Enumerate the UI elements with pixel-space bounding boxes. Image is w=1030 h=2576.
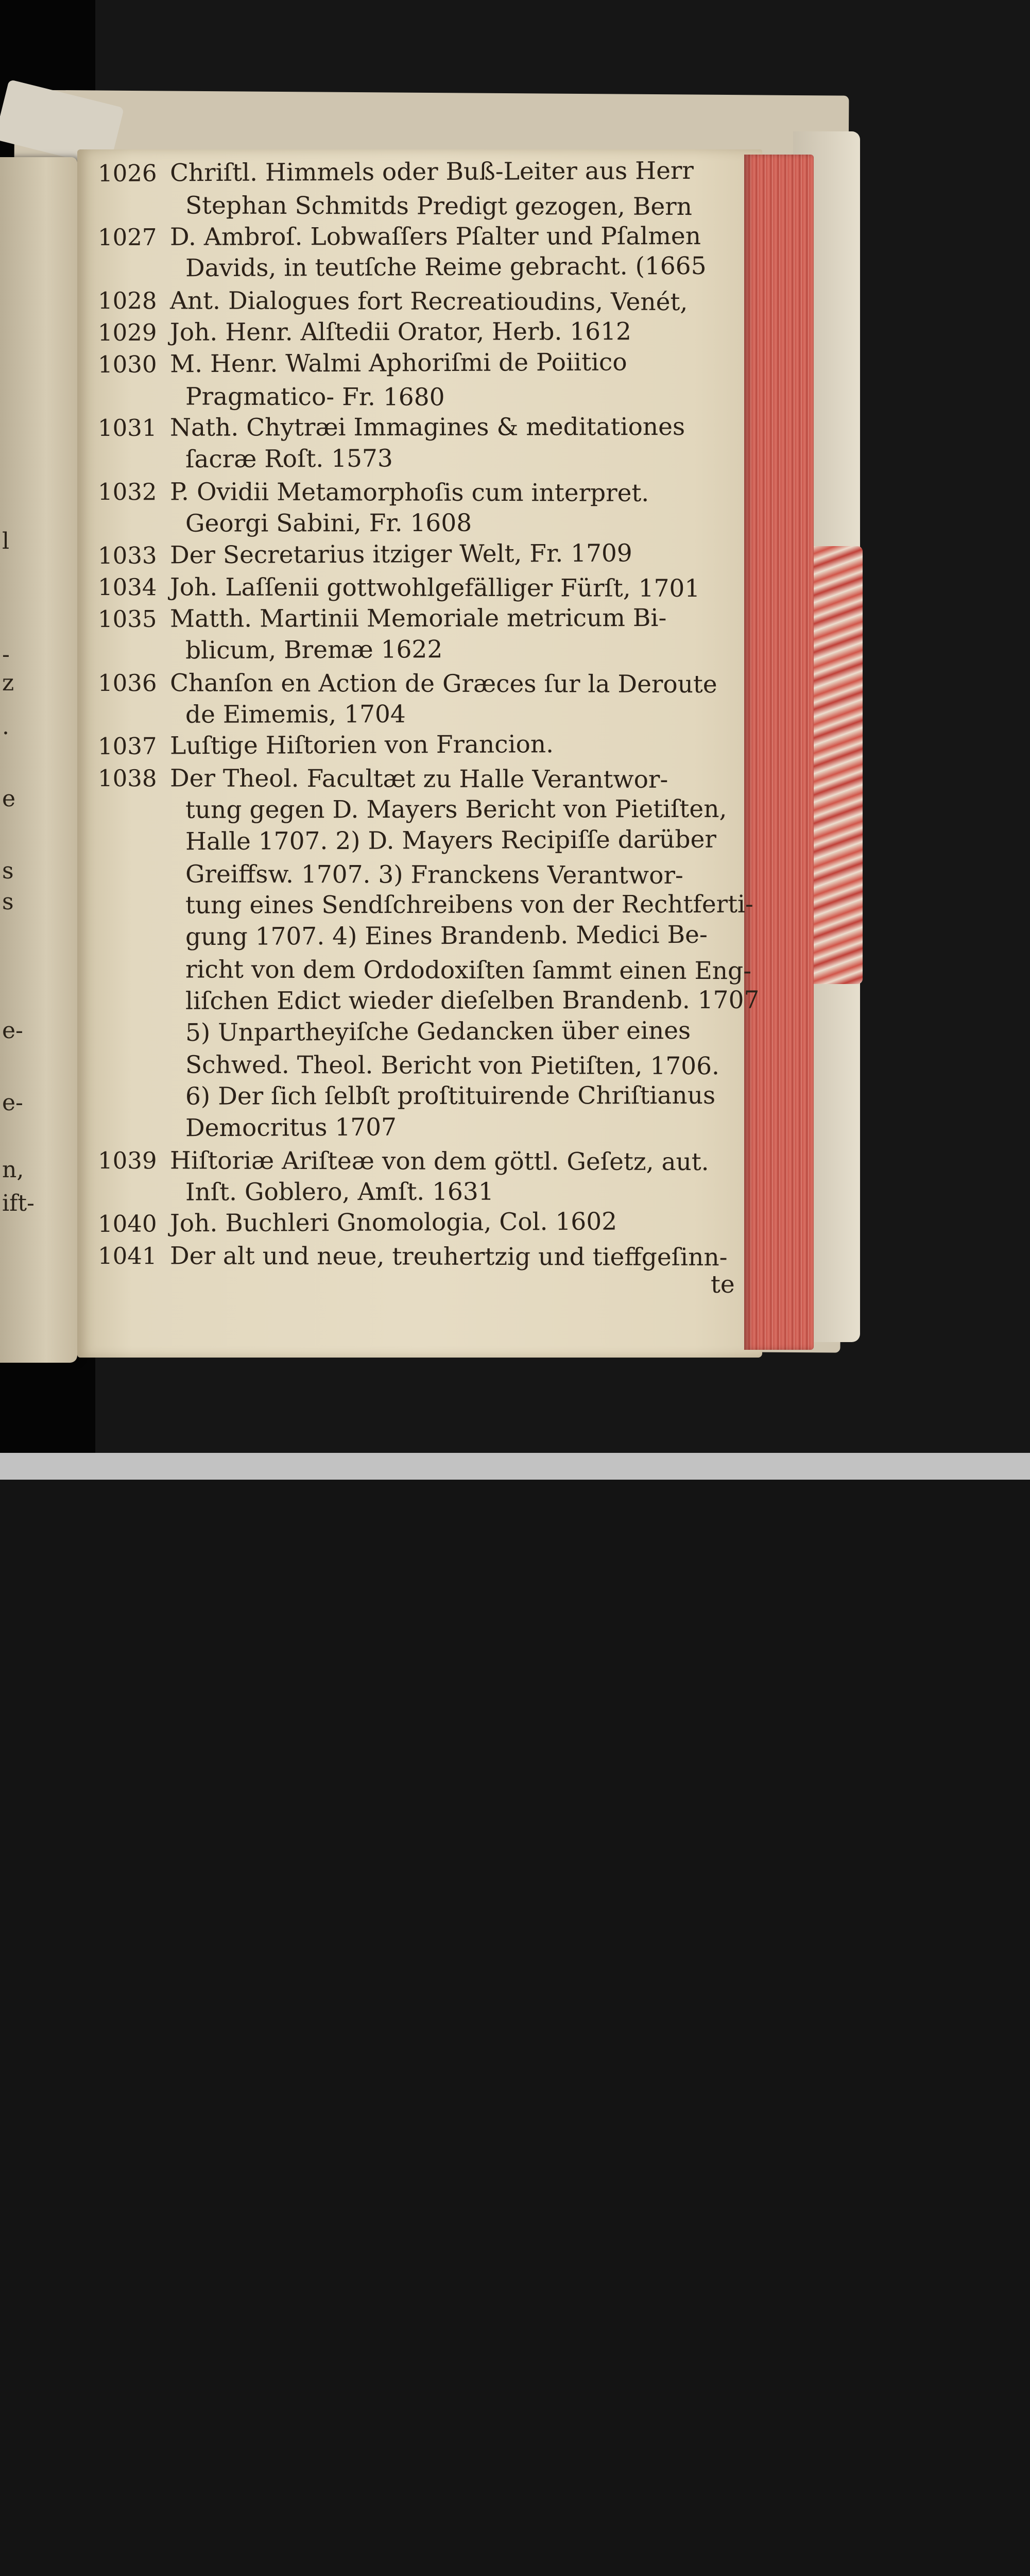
red-page-edges: [744, 155, 814, 1350]
previous-page-edge: [0, 157, 77, 1363]
entry-text: Davids, in teutſche Reime gebracht. (1665: [185, 250, 707, 285]
entry-number: 1027: [98, 221, 167, 253]
entry-text: Inſt. Goblero, Amſt. 1631: [185, 1175, 494, 1209]
entry-text: tung gegen D. Mayers Bericht von Pietiſten,: [185, 793, 727, 827]
entry-text: Greiffsw. 1707. 3) Franckens Verantwor-: [185, 858, 683, 892]
entry-text: Halle 1707. 2) D. Mayers Recipiſſe darüber: [185, 823, 716, 858]
entry-number: 1040: [98, 1208, 167, 1241]
edge-fragment: n,: [2, 1157, 24, 1183]
edge-fragment: e-: [2, 1018, 23, 1044]
entry-text: Democritus 1707: [185, 1111, 397, 1145]
catchword: te: [711, 1268, 735, 1301]
entry-number: 1036: [98, 667, 167, 700]
edge-fragment: s: [2, 889, 14, 915]
entry-text: blicum, Bremæ 1622: [185, 633, 443, 667]
entry-number: 1041: [98, 1240, 167, 1273]
entry-number: 1034: [98, 571, 167, 604]
entry-number: 1037: [98, 730, 167, 764]
edge-fragment: z: [2, 670, 14, 696]
entry-text: tung eines Sendſchreibens von der Rechtferti-: [185, 888, 753, 922]
entry-text: richt von dem Ordodoxiſten ſammt einen Eng-: [185, 953, 751, 988]
entry-number: 1031: [98, 412, 167, 445]
entry-number: 1038: [98, 762, 167, 795]
entry-number: 1030: [98, 348, 167, 381]
edge-fragment: l: [2, 528, 9, 554]
entry-text: Joh. Laſſenii gottwohlgefälliger Fürſt, 1701: [170, 571, 700, 606]
entry-text: M. Henr. Walmi Aphoriſmi de Poiitico: [170, 346, 627, 381]
entry-number: 1026: [98, 157, 167, 190]
edge-fragment: ift-: [2, 1190, 35, 1216]
entry-text: ſacræ Roſt. 1573: [185, 443, 393, 477]
entry-text: Der Secretarius itziger Welt, Fr. 1709: [170, 537, 632, 572]
entry-text: 6) Der ſich ſelbſt proſtituirende Chriſtianus: [185, 1079, 715, 1113]
entry-text: Hiſtoriæ Ariſteæ von dem göttl. Geſetz, aut.: [170, 1144, 709, 1179]
entry-number: 1028: [98, 284, 167, 317]
entry-number: 1035: [98, 603, 167, 636]
entry-text: Nath. Chytræi Immagines & meditationes: [170, 411, 685, 445]
entry-text: gung 1707. 4) Eines Brandenb. Medici Be-: [185, 919, 708, 954]
edge-fragment: e: [2, 786, 15, 812]
entry-number: 1033: [98, 539, 167, 572]
entry-number: 1029: [98, 316, 167, 349]
edge-fragment: .: [2, 714, 9, 740]
entry-text: Chriſtl. Himmels oder Buß-Leiter aus Herr: [170, 155, 694, 190]
entry-text: Joh. Buchleri Gnomologia, Col. 1602: [170, 1206, 617, 1241]
edge-fragment: s: [2, 858, 14, 884]
entry-text: Joh. Henr. Alſtedii Orator, Herb. 1612: [170, 315, 631, 349]
entry-text: 5) Unpartheyiſche Gedancken über eines: [185, 1014, 691, 1049]
edge-fragment: e-: [2, 1090, 23, 1116]
entry-text: liſchen Edict wieder dieſelben Brandenb. 1707: [185, 984, 759, 1018]
entry-number: 1032: [98, 476, 167, 509]
entry-text: Schwed. Theol. Bericht von Pietiſten, 1706.: [185, 1049, 719, 1083]
edge-fragment: -: [2, 641, 10, 668]
entry-text: Matth. Martinii Memoriale metricum Bi-: [170, 602, 666, 636]
entry-text: P. Ovidii Metamorphoſis cum interpret.: [170, 476, 649, 510]
entry-text: Chanſon en Action de Græces ſur la Deroute: [170, 667, 717, 701]
entry-text: Ant. Dialogues fort Recreatioudins, Venét,: [170, 285, 688, 319]
entry-text: Der Theol. Facultæt zu Halle Verantwor-: [170, 762, 668, 797]
entry-text: de Eimemis, 1704: [185, 698, 406, 732]
entry-text: D. Ambroſ. Lobwaſſers Pſalter und Pſalmen: [170, 220, 701, 254]
viewer-footer-bar: [0, 1453, 1030, 1480]
entry-number: 1039: [98, 1144, 167, 1177]
entry-text: Georgi Sabini, Fr. 1608: [185, 507, 472, 540]
entry-text: Stephan Schmitds Predigt gezogen, Bern: [185, 189, 692, 224]
entry-text: Der alt und neue, treuhertzig und tieffgeſinn-: [170, 1240, 728, 1275]
entry-text: Luſtige Hiſtorien von Francion.: [170, 728, 554, 763]
marbled-endpaper: [814, 546, 863, 984]
entry-text: Pragmatico- Fr. 1680: [185, 380, 445, 414]
